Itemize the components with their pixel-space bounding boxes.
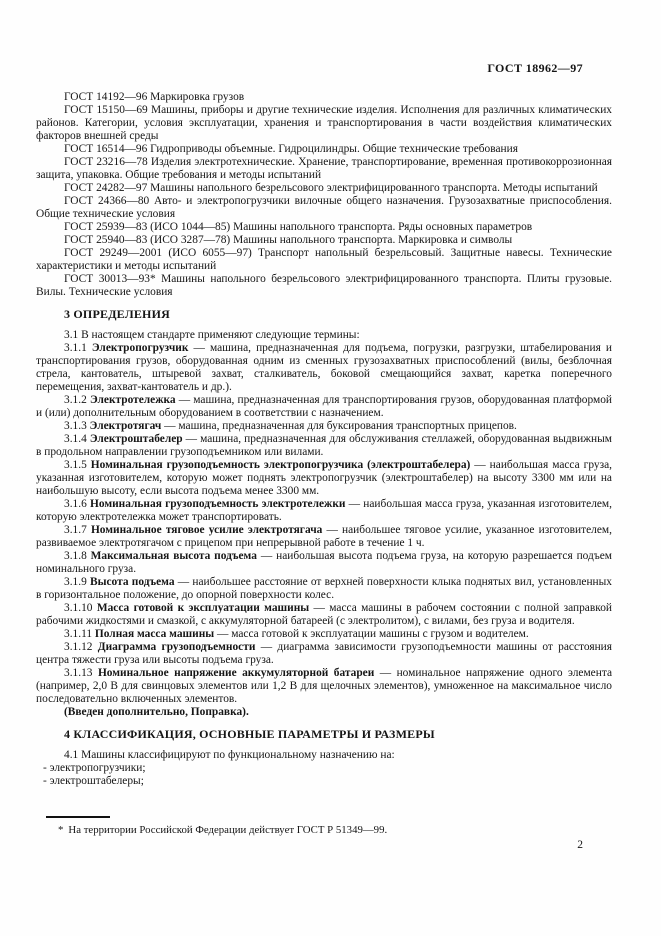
- paragraph: 3.1.7 Номинальное тяговое усилие электротягача — наибольшее тяговое усилие, указанное изготовителем, развиваемое электротягачом с прицепом при непрерывной работе в течение 1 ч.: [36, 524, 612, 549]
- page-number: 2: [577, 839, 583, 851]
- paragraph: ГОСТ 25940—83 (ИСО 3287—78) Машины напольного транспорта. Маркировка и символы: [64, 234, 513, 246]
- paragraph: 3.1.10 Масса готовой к эксплуатации машины — масса машины в рабочем состоянии с полной заправкой рабочими жидкостями и смазкой, с аккумуляторной батареей (с электролитом), с вилами, без груза и водителя.: [36, 602, 612, 627]
- paragraph: ГОСТ 24282—97 Машины напольного безрельсового электрифицированного транспорта. Методы испытаний: [64, 182, 598, 194]
- paragraph: 3.1.1 Электропогрузчик — машина, предназначенная для подъема, погрузки, разгрузки, штабелирования и транспортирования грузов, оборудованная одним из сменных грузозахватных приспособлений (вилы, безблочная стрела, кантователь, штыревой захват, сталкиватель, боковой смещающийся захват, каретка поперечного перемещения, захват-кантователь и др.).: [36, 342, 612, 393]
- list-item: - электропогрузчики;: [43, 762, 146, 774]
- paragraph: 3.1.5 Номинальная грузоподъемность электропогрузчика (электроштабелера) — наибольшая масса груза, указанная изготовителем, которую может поднять электропогрузчик (электроштабелер) на высоту 3300 мм или на наибольшую высоту, если высота подъема менее 3300 мм.: [36, 459, 612, 497]
- paragraph: (Введен дополнительно, Поправка).: [64, 706, 249, 718]
- paragraph: ГОСТ 24366—80 Авто- и электропогрузчики вилочные общего назначения. Грузозахватные приспособления. Общие технические условия: [36, 195, 612, 220]
- footnote-text: [36, 824, 612, 837]
- paragraph: ГОСТ 30013—93* Машины напольного безрельсового электрифицированного транспорта. Плиты грузовые. Вилы. Технические условия: [36, 273, 612, 298]
- footnote-rule: [46, 816, 110, 818]
- paragraph: 3.1.4 Электроштабелер — машина, предназначенная для обслуживания стеллажей, оборудованная выдвижным в продольном направлении грузоподъемником или вилами.: [36, 433, 612, 458]
- paragraph: 3.1.8 Максимальная высота подъема — наибольшая высота подъема груза, на которую разрешается подъем номинального груза.: [36, 550, 612, 575]
- section-heading: 4 КЛАССИФИКАЦИЯ, ОСНОВНЫЕ ПАРАМЕТРЫ И РАЗМЕРЫ: [64, 727, 435, 741]
- document-number-header: ГОСТ 18962—97: [487, 61, 583, 75]
- paragraph: 3.1.9 Высота подъема — наибольшее расстояние от верхней поверхности клыка поднятых вил, установленных в горизонтальное положение, до опорной поверхности колес.: [36, 576, 612, 601]
- footnote-marker: *: [58, 824, 64, 836]
- footnote: [36, 816, 612, 837]
- paragraph: ГОСТ 23216—78 Изделия электротехнические. Хранение, транспортирование, временная противокоррозионная защита, упаковка. Общие требования и методы испытаний: [36, 156, 612, 181]
- paragraph: 3.1.11 Полная масса машины — масса готовой к эксплуатации машины с грузом и водителем.: [64, 628, 529, 640]
- document-body: [36, 91, 612, 788]
- paragraph: 3.1 В настоящем стандарте применяют следующие термины:: [64, 329, 360, 341]
- paragraph: ГОСТ 15150—69 Машины, приборы и другие технические изделия. Исполнения для различных климатических районов. Категории, условия эксплуатации, хранения и транспортирования в части воздействия климатических факторов внешней среды: [36, 104, 612, 142]
- paragraph: 3.1.3 Электротягач — машина, предназначенная для буксирования транспортных прицепов.: [64, 420, 517, 432]
- paragraph: 3.1.6 Номинальная грузоподъемность электротележки — наибольшая масса груза, указанная изготовителем, которую электротележка может транспортировать.: [36, 498, 612, 523]
- paragraph: ГОСТ 29249—2001 (ИСО 6055—97) Транспорт напольный безрельсовый. Защитные навесы. Технические характеристики и методы испытаний: [36, 247, 612, 272]
- paragraph: 3.1.12 Диаграмма грузоподъемности — диаграмма зависимости грузоподъемности машины от расстояния центра тяжести груза или высоты подъема груза.: [36, 641, 612, 666]
- section-heading: 3 ОПРЕДЕЛЕНИЯ: [64, 307, 170, 321]
- footnote-body: На территории Российской Федерации действует ГОСТ Р 51349—99.: [68, 824, 388, 836]
- paragraph: ГОСТ 16514—96 Гидроприводы объемные. Гидроцилиндры. Общие технические требования: [64, 143, 518, 155]
- paragraph: 3.1.13 Номинальное напряжение аккумуляторной батареи — номинальное напряжение одного элемента (например, 2,0 В для свинцовых элементов или 1,2 В для щелочных элементов), умноженное на максимальное число последовательно включенных элементов.: [36, 667, 612, 705]
- paragraph: 4.1 Машины классифицируют по функциональному назначению на:: [64, 749, 395, 761]
- paragraph: 3.1.2 Электротележка — машина, предназначенная для транспортирования грузов, оборудованная платформой и (или) дополнительным оборудованием в соответствии с назначением.: [36, 394, 612, 419]
- paragraph: ГОСТ 14192—96 Маркировка грузов: [64, 91, 245, 103]
- list-item: - электроштабелеры;: [43, 775, 144, 787]
- paragraph: ГОСТ 25939—83 (ИСО 1044—85) Машины напольного транспорта. Ряды основных параметров: [64, 221, 533, 233]
